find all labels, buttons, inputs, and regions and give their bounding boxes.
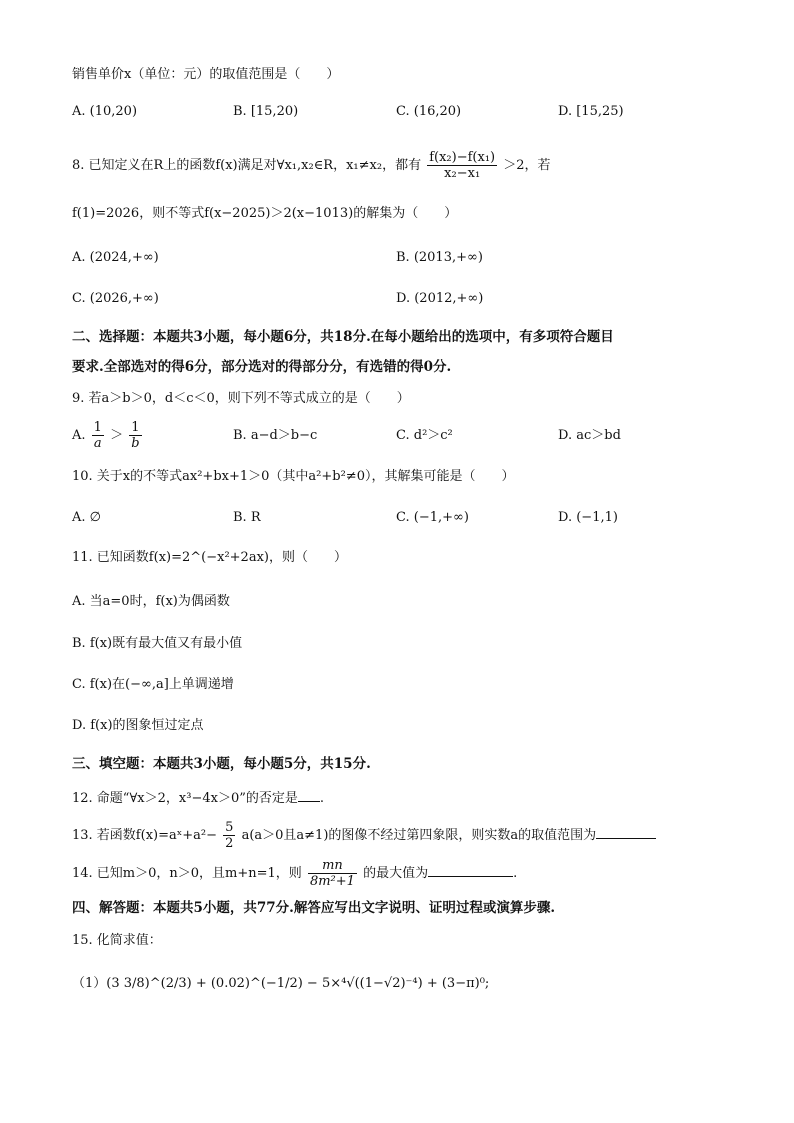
q11-option-a[interactable]: A. 当a=0时，f(x)为偶函数 — [72, 594, 230, 609]
q8-option-a[interactable]: A. (2024,+∞) — [72, 250, 159, 265]
q9-stem: 9. 若a＞b＞0，d＜c＜0，则下列不等式成立的是（ ） — [72, 391, 410, 406]
q7-stem: 销售单价x（单位：元）的取值范围是（ ） — [72, 67, 340, 82]
q13-text-part1: 13. 若函数f(x)=aˣ+a²− — [72, 828, 217, 843]
q8-stem-line2: f(1)=2026，则不等式f(x−2025)＞2(x−1013)的解集为（ ） — [72, 206, 458, 221]
q10-option-b[interactable]: B. R — [233, 510, 261, 525]
q11-option-b[interactable]: B. f(x)既有最大值又有最小值 — [72, 636, 243, 651]
q10-option-c[interactable]: C. (−1,+∞) — [396, 510, 469, 525]
q8-stem-part1: 8. 已知定义在R上的函数f(x)满足对∀x₁,x₂∈R，x₁≠x₂，都有 — [72, 158, 422, 173]
q14-answer-blank[interactable] — [428, 862, 513, 877]
q14-stem — [72, 856, 517, 892]
q8-stem-line1 — [72, 146, 551, 186]
q8-fraction-numerator: f(x₂)−f(x₁) — [429, 150, 496, 165]
q13-answer-blank[interactable] — [596, 824, 656, 839]
q9-option-a-gt: ＞ — [110, 428, 124, 443]
q7-option-a[interactable]: A. (10,20) — [72, 104, 138, 119]
q9-option-b[interactable]: B. a−d＞b−c — [233, 428, 318, 443]
q13-fraction-numerator: 5 — [225, 820, 234, 835]
q9-frac2-numerator: 1 — [129, 420, 141, 436]
q10-option-a[interactable]: A. ∅ — [72, 510, 101, 525]
q13-fraction-denominator: 2 — [225, 836, 234, 851]
q9-frac1-denominator: a — [93, 436, 102, 451]
q14-text-part2: 的最大值为 — [363, 866, 429, 881]
section2-heading-line2: 要求.全部选对的得6分，部分选对的得部分分，有选错的得0分. — [72, 359, 452, 375]
section3-heading: 三、填空题：本题共3小题，每小题5分，共15分. — [72, 756, 371, 772]
q14-fraction-denominator: 8m²+1 — [309, 874, 355, 889]
q11-stem: 11. 已知函数f(x)=2^(−x²+2ax)，则（ ） — [72, 550, 347, 565]
q14-period: . — [513, 866, 518, 881]
q10-option-d[interactable]: D. (−1,1) — [558, 510, 618, 525]
q8-option-c[interactable]: C. (2026,+∞) — [72, 291, 159, 306]
q13-fraction — [223, 820, 235, 851]
q7-option-b[interactable]: B. [15,20) — [233, 104, 299, 119]
q9-option-c[interactable]: C. d²＞c² — [396, 428, 453, 443]
q13-stem — [72, 818, 656, 854]
q7-option-c[interactable]: C. (16,20) — [396, 104, 462, 119]
q9-option-a-frac1 — [92, 420, 104, 451]
q12-stem — [72, 787, 324, 808]
q8-option-b[interactable]: B. (2013,+∞) — [396, 250, 483, 265]
q12-answer-blank[interactable] — [298, 787, 320, 802]
q8-fraction — [427, 150, 497, 181]
q10-stem: 10. 关于x的不等式ax²+bx+1＞0（其中a²+b²≠0），其解集可能是（ ） — [72, 469, 515, 484]
q7-option-d[interactable]: D. [15,25) — [558, 104, 624, 119]
q14-text-part1: 14. 已知m＞0，n＞0，且m+n=1，则 — [72, 866, 302, 881]
q11-option-c[interactable]: C. f(x)在(−∞,a]上单调递增 — [72, 677, 234, 692]
q8-fraction-denominator: x₂−x₁ — [444, 166, 481, 181]
section4-heading: 四、解答题：本题共5小题，共77分.解答应写出文字说明、证明过程或演算步骤. — [72, 900, 556, 916]
q8-stem-part2: ＞2，若 — [503, 158, 551, 173]
q13-text-part2: a(a＞0且a≠1)的图像不经过第四象限，则实数a的取值范围为 — [241, 828, 597, 843]
q11-option-d[interactable]: D. f(x)的图象恒过定点 — [72, 718, 204, 733]
section2-heading-line1: 二、选择题：本题共3小题，每小题6分，共18分.在每小题给出的选项中，有多项符合题目 — [72, 329, 614, 345]
q9-option-a-frac2 — [129, 420, 141, 451]
q12-text: 12. 命题“∀x＞2，x³−4x＞0”的否定是 — [72, 791, 298, 806]
q12-period: . — [319, 791, 324, 806]
q14-fraction — [308, 858, 357, 889]
q9-frac1-numerator: 1 — [93, 420, 102, 435]
q15-stem: 15. 化简求值： — [72, 933, 162, 948]
q8-option-d[interactable]: D. (2012,+∞) — [396, 291, 484, 306]
q15-part1: （1）(3 3/8)^(2/3) + (0.02)^(−1/2) − 5×⁴√((1−√2)⁻⁴) + (3−π)⁰; — [72, 976, 490, 991]
q14-fraction-numerator: mn — [308, 858, 357, 874]
q9-option-a-label: A. — [72, 428, 86, 443]
q9-option-d[interactable]: D. ac＞bd — [558, 428, 621, 443]
q9-frac2-denominator: b — [131, 436, 140, 451]
q9-option-a[interactable] — [72, 418, 144, 454]
